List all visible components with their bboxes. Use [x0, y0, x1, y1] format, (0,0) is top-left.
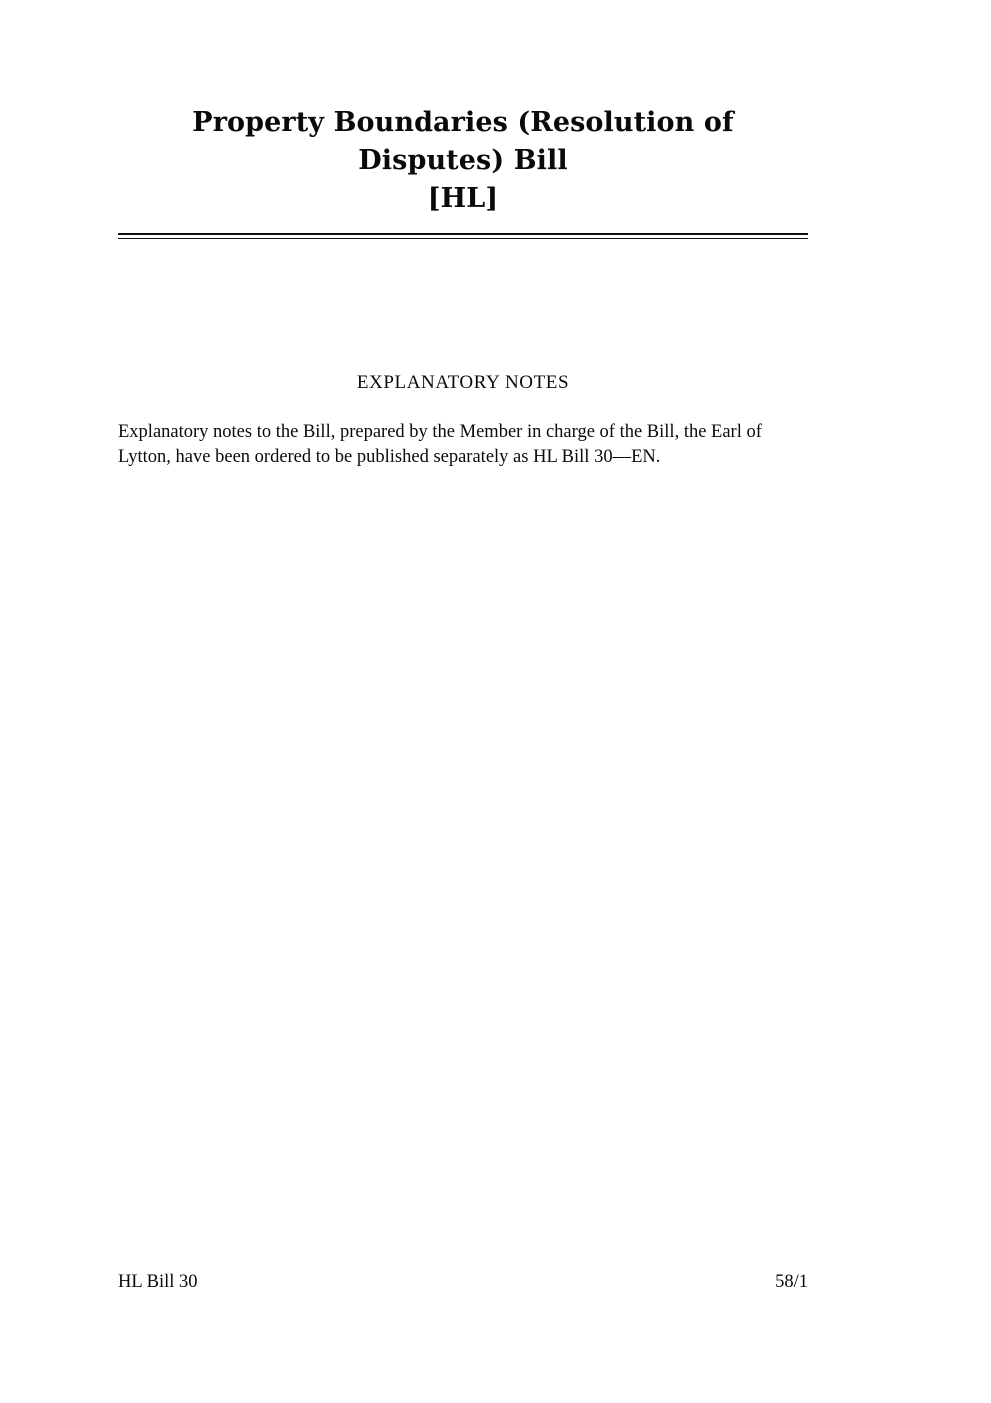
explanatory-notes-section [118, 372, 808, 470]
footer-page-reference: 58/1 [775, 1272, 808, 1292]
page-content [118, 0, 808, 489]
footer-bill-number: HL Bill 30 [118, 1272, 198, 1292]
explanatory-notes-body: Explanatory notes to the Bill, prepared by the Member in charge of the Bill, the Earl of Lytton, have been ordered to be published separately as HL Bill 30—EN. [118, 422, 762, 467]
page-title [118, 0, 808, 218]
title-divider [118, 233, 808, 239]
page-title-line-1: Property Boundaries (Resolution of Disputes) Bill [192, 107, 734, 176]
page-footer [118, 1272, 808, 1293]
page-title-line-2: [HL] [427, 183, 499, 214]
explanatory-notes-heading: EXPLANATORY NOTES [356, 372, 570, 393]
